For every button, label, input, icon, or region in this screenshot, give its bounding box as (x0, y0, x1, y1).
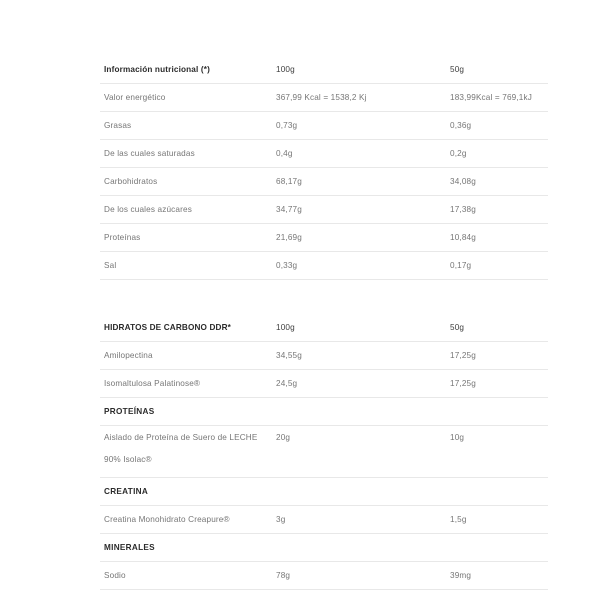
row-label-sal: Sal (104, 261, 117, 270)
table-row (100, 562, 548, 590)
row-value-50g: 0,17g (450, 261, 472, 270)
row-value-100g: 367,99 Kcal = 1538,2 Kj (276, 93, 367, 102)
row-value-50g: 183,99Kcal = 769,1kJ (450, 93, 532, 102)
table-row (100, 342, 548, 370)
table-row (100, 224, 548, 252)
row-value-100g: 34,55g (276, 351, 302, 360)
ingredients-breakdown-table (100, 314, 548, 590)
table-row (100, 252, 548, 280)
row-value-50g: 39mg (450, 571, 472, 580)
nutritional-information-table (100, 56, 548, 280)
row-label-aislado-proteina (100, 426, 272, 478)
column-header-100g: 100g (276, 65, 295, 74)
row-value-50g: 17,25g (450, 351, 476, 360)
row-label-valor-energetico: Valor energético (104, 93, 166, 102)
column-header-label: Información nutricional (*) (104, 65, 210, 74)
row-label-amilopectina: Amilopectina (104, 351, 153, 360)
row-value-50g: 10g (450, 433, 465, 442)
table-row (100, 112, 548, 140)
row-label-azucares: De los cuales azúcares (104, 205, 192, 214)
row-value-100g: 24,5g (276, 379, 298, 388)
row-value-100g: 0,33g (276, 261, 298, 270)
section-value-100g (272, 398, 446, 426)
row-value-50g: 1,5g (450, 515, 467, 524)
row-label-line-1: Aislado de Proteína de Suero de LECHE (104, 433, 258, 442)
section-header-row-creatina (100, 478, 548, 506)
section-value-50g (446, 478, 548, 506)
table-row (100, 140, 548, 168)
row-value-50g: 0,2g (450, 149, 467, 158)
row-label-creatina-monohidrato: Creatina Monohidrato Creapure® (104, 515, 230, 524)
table-header-row (100, 56, 548, 84)
row-value-50g: 34,08g (450, 177, 476, 186)
section-header-row-proteinas (100, 398, 548, 426)
column-header-100g: 100g (276, 323, 295, 332)
section-value-100g (272, 534, 446, 562)
column-header-50g: 50g (450, 65, 465, 74)
row-value-100g: 34,77g (276, 205, 302, 214)
row-value-100g: 0,4g (276, 149, 293, 158)
row-label-grasas: Grasas (104, 121, 132, 130)
section-value-100g (272, 478, 446, 506)
table-row (100, 168, 548, 196)
table-row (100, 84, 548, 112)
row-label-saturadas: De las cuales saturadas (104, 149, 195, 158)
row-value-50g: 10,84g (450, 233, 476, 242)
row-label-proteinas: Proteínas (104, 233, 141, 242)
row-value-100g: 78g (276, 571, 291, 580)
row-value-100g: 3g (276, 515, 286, 524)
section-label-proteinas: PROTEÍNAS (104, 407, 155, 416)
section-value-50g (446, 534, 548, 562)
table-header-row (100, 314, 548, 342)
table-row (100, 370, 548, 398)
row-label-carbohidratos: Carbohidratos (104, 177, 158, 186)
row-value-50g: 17,38g (450, 205, 476, 214)
row-value-100g: 21,69g (276, 233, 302, 242)
section-value-50g (446, 398, 548, 426)
column-header-50g: 50g (450, 323, 465, 332)
row-value-100g: 0,73g (276, 121, 298, 130)
table-row (100, 506, 548, 534)
row-label-sodio: Sodio (104, 571, 126, 580)
section-label-creatina: CREATINA (104, 487, 149, 496)
table-row (100, 196, 548, 224)
table-row (100, 426, 548, 478)
row-value-50g: 0,36g (450, 121, 472, 130)
row-value-100g: 68,17g (276, 177, 302, 186)
row-label-isomaltulosa: Isomaltulosa Palatinose® (104, 379, 201, 388)
row-value-100g: 20g (276, 433, 291, 442)
section-header-row-minerales (100, 534, 548, 562)
column-header-label: HIDRATOS DE CARBONO DDR* (104, 323, 232, 332)
row-value-50g: 17,25g (450, 379, 476, 388)
section-label-minerales: MINERALES (104, 543, 155, 552)
row-label-line-2: 90% Isolac® (104, 455, 152, 464)
